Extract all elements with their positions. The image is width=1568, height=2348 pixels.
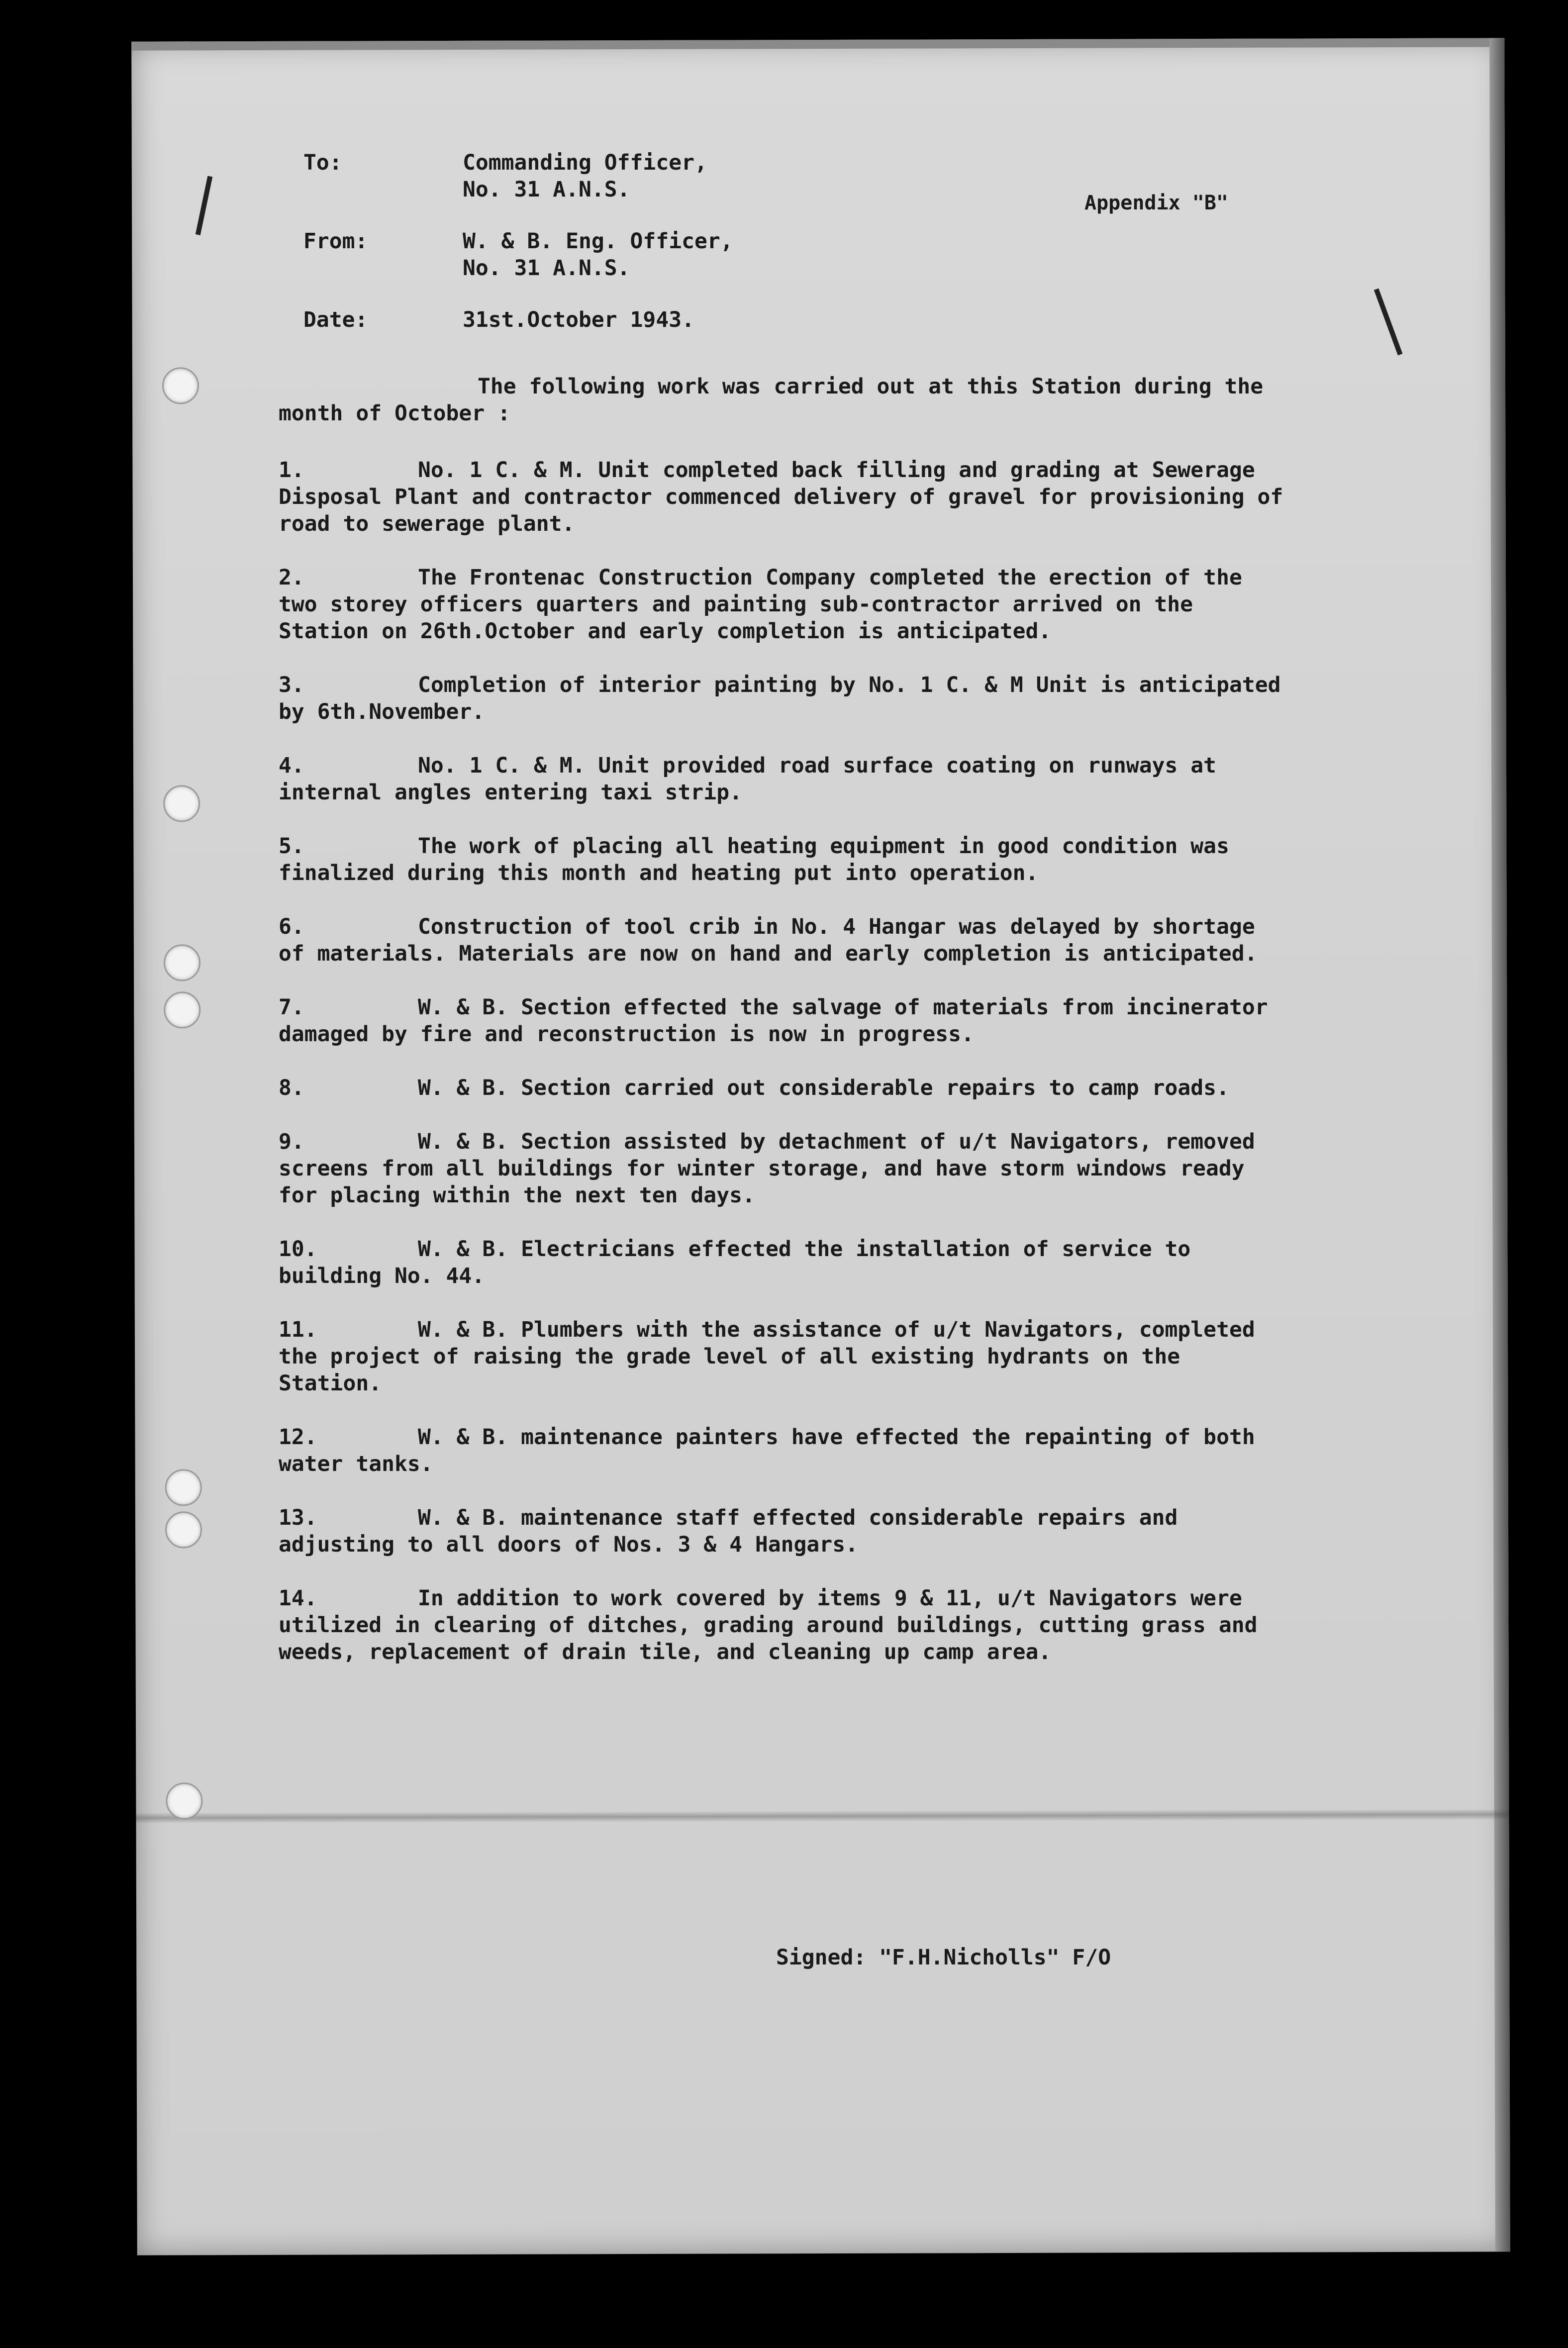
item-number: 6. [279, 914, 304, 939]
from-block [279, 228, 1288, 282]
list-item [279, 1075, 1288, 1101]
page-right-edge [1489, 38, 1510, 2251]
item-number: 4. [279, 753, 304, 778]
item-text: Completion of interior painting by No. 1 C. & M Unit is anticipated by 6th.November. [279, 673, 1281, 724]
item-number: 3. [279, 673, 304, 697]
item-text: W. & B. Section carried out considerable repairs to camp roads. [418, 1076, 1229, 1100]
list-item [279, 1504, 1288, 1558]
list-item [279, 1236, 1288, 1289]
item-number: 14. [279, 1586, 317, 1611]
list-item [279, 1128, 1288, 1209]
item-text: No. 1 C. & M. Unit provided road surface coating on runways at internal angles entering taxi strip. [279, 753, 1217, 805]
item-number: 11. [279, 1317, 317, 1342]
to-label: To: [303, 150, 342, 175]
date-value: 31st.October 1943. [463, 307, 694, 332]
item-text: W. & B. Plumbers with the assistance of u/t Navigators, completed the project of raising the grade level of all existing hydrants on the Station. [279, 1317, 1255, 1396]
item-number: 5. [279, 834, 304, 859]
list-item [279, 457, 1288, 537]
item-number: 8. [279, 1076, 304, 1100]
punch-hole [165, 1469, 202, 1506]
item-text: W. & B. Electricians effected the installation of service to building No. 44. [279, 1237, 1191, 1288]
date-label: Date: [303, 307, 368, 332]
item-number: 10. [279, 1237, 317, 1262]
item-number: 7. [279, 995, 304, 1020]
item-text: W. & B. Section effected the salvage of materials from incinerator damaged by fire and reconstruction is now in progress. [279, 995, 1268, 1047]
list-item [279, 833, 1288, 886]
item-text: No. 1 C. & M. Unit completed back filling and grading at Sewerage Disposal Plant and contractor commenced delivery of gravel for provisioning of road to sewerage plant. [279, 458, 1283, 536]
item-text: Construction of tool crib in No. 4 Hangar was delayed by shortage of materials. Materials are now on hand and early completion is anticipated. [279, 914, 1258, 966]
item-text: The work of placing all heating equipment in good condition was finalized during this month and heating put into operation. [279, 834, 1229, 885]
punch-hole [163, 785, 200, 822]
intro-paragraph: The following work was carried out at this Station during the month of October : [279, 374, 1264, 426]
page-top-edge [131, 38, 1504, 50]
pencil-mark [1374, 289, 1403, 356]
list-item [279, 752, 1288, 806]
appendix-label: Appendix "B" [1084, 192, 1228, 214]
item-text: In addition to work covered by items 9 & 11, u/t Navigators were utilized in clearing of ditches, grading around buildings, cutting grass and weeds, replacement of drain tile, and cleaning up camp area. [279, 1586, 1258, 1664]
list-item [279, 672, 1288, 725]
from-line: W. & B. Eng. Officer, [463, 229, 733, 254]
fold-line [136, 1809, 1509, 1823]
signature-line: Signed: "F.H.Nicholls" F/O [776, 1945, 1111, 1970]
list-item [279, 1316, 1288, 1397]
item-number: 2. [279, 565, 304, 590]
memo-body [279, 149, 1288, 1692]
item-text: W. & B. Section assisted by detachment of u/t Navigators, removed screens from all buildings for winter storage, and have storm windows ready for placing within the next ten days. [279, 1129, 1255, 1208]
list-item [279, 564, 1288, 645]
punch-hole [162, 367, 199, 404]
item-text: W. & B. maintenance painters have effected the repainting of both water tanks. [279, 1425, 1255, 1476]
to-line: No. 31 A.N.S. [463, 177, 630, 202]
from-label: From: [303, 229, 368, 254]
from-line: No. 31 A.N.S. [463, 256, 630, 281]
to-line: Commanding Officer, [463, 150, 707, 175]
punch-hole [164, 991, 200, 1028]
punch-hole [165, 1511, 202, 1548]
punch-hole [166, 1782, 202, 1819]
item-text: The Frontenac Construction Company completed the erection of the two storey officers quarters and painting sub-contractor arrived on the Station on 26th.October and early completion is anticipated. [279, 565, 1242, 644]
item-number: 13. [279, 1505, 317, 1530]
list-item [279, 913, 1288, 967]
item-number: 1. [279, 458, 304, 483]
date-block [279, 306, 1288, 333]
item-number: 12. [279, 1425, 317, 1450]
pencil-mark [196, 176, 212, 235]
to-block [279, 149, 1288, 203]
list-item [279, 994, 1288, 1048]
list-item [279, 1585, 1288, 1665]
punch-hole [164, 944, 200, 981]
item-text: W. & B. maintenance staff effected considerable repairs and adjusting to all doors of Nos. 3 & 4 Hangars. [279, 1505, 1178, 1557]
item-number: 9. [279, 1129, 304, 1154]
list-item [279, 1424, 1288, 1477]
